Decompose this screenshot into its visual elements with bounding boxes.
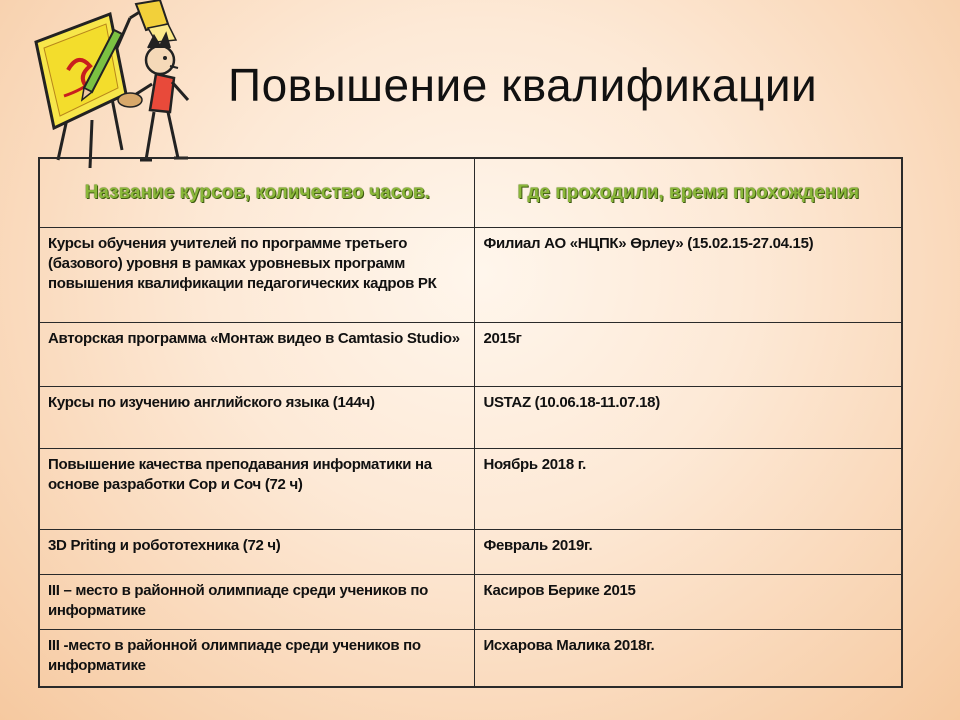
table-row [39,530,902,575]
artist-at-easel-icon [18,0,218,170]
cell-course: Курсы по изучению английского языка (144ч) [39,387,475,449]
column-header-courses: Название курсов, количество часов. [39,158,475,228]
table-header-row [39,158,902,228]
table-row [39,323,902,387]
cell-place-time: Касиров Берике 2015 [475,575,902,630]
cell-place-time: 2015г [475,323,902,387]
cell-place-time: Февраль 2019г. [475,530,902,575]
cell-course: 3D Priting и робототехника (72 ч) [39,530,475,575]
cell-place-time: USTAZ (10.06.18-11.07.18) [475,387,902,449]
column-header-place-time: Где проходили, время прохождения [475,158,902,228]
table-row [39,228,902,323]
cell-course: Курсы обучения учителей по программе третьего (базового) уровня в рамках уровневых программ повышения квалификации педагогических кадров РК [39,228,475,323]
table-row [39,387,902,449]
table-row [39,630,902,688]
table-row [39,575,902,630]
qualification-table [38,157,903,688]
table-row [39,449,902,530]
cell-course: Повышение качества преподавания информатики на основе разработки Сор и Соч (72 ч) [39,449,475,530]
cell-place-time: Филиал АО «НЦПК» Өрлеу» (15.02.15-27.04.15) [475,228,902,323]
cell-place-time: Исхарова Малика 2018г. [475,630,902,688]
cell-course: III – место в районной олимпиаде среди учеников по информатике [39,575,475,630]
cell-course: III -место в районной олимпиаде среди учеников по информатике [39,630,475,688]
qualification-table-container [38,157,903,688]
cell-course: Авторская программа «Монтаж видео в Camtasio Studio» [39,323,475,387]
cell-place-time: Ноябрь 2018 г. [475,449,902,530]
page-title: Повышение квалификации [228,59,818,111]
